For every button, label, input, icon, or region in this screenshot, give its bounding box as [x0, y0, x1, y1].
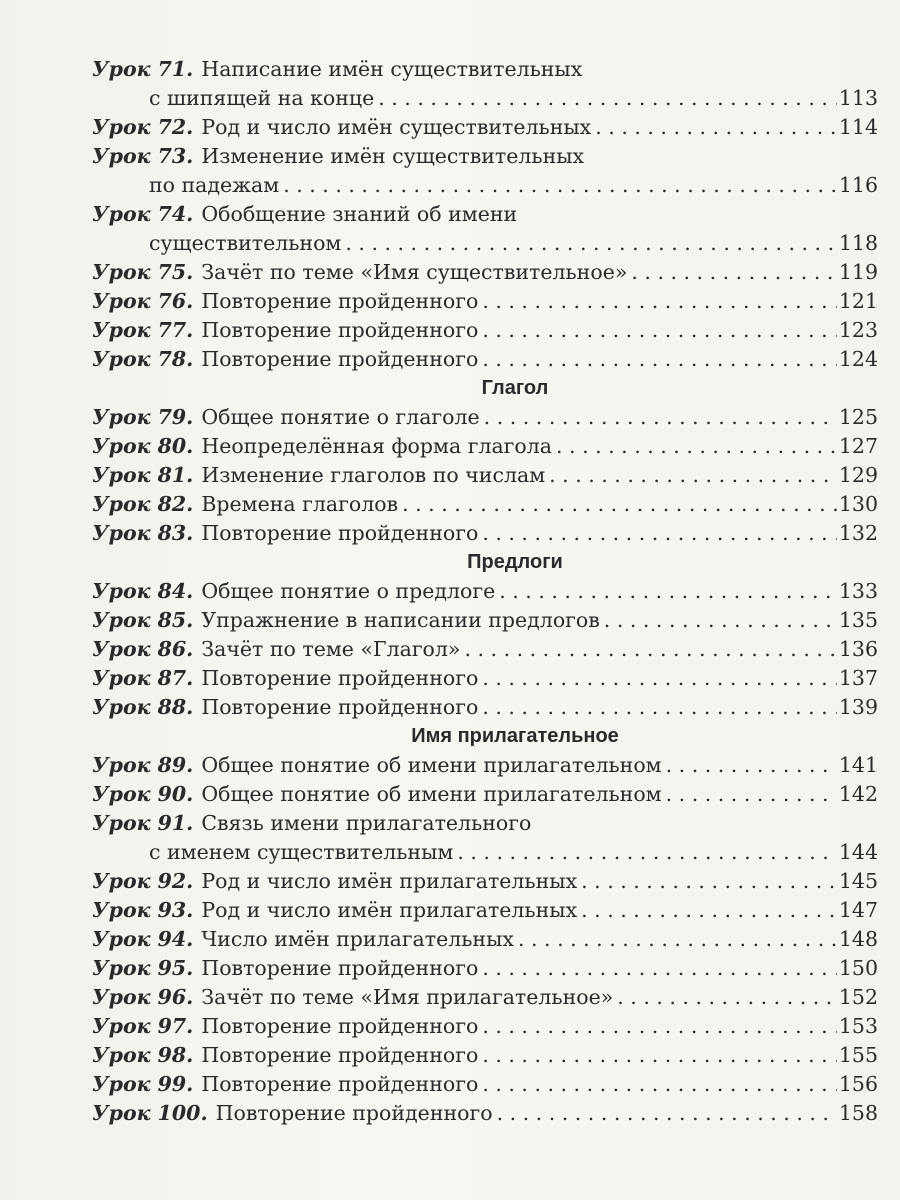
page-number: 158	[838, 1101, 878, 1125]
toc-entry[interactable]	[92, 403, 878, 432]
toc-entry-line	[92, 1041, 878, 1070]
lesson-title: Повторение пройденного	[201, 956, 479, 980]
dot-leader	[482, 519, 837, 548]
lesson-number: Урок 93.	[92, 898, 194, 922]
dot-leader	[283, 171, 837, 200]
section-heading: Глагол	[481, 377, 549, 399]
toc-entry[interactable]	[92, 751, 878, 780]
toc-entry-line	[92, 490, 878, 519]
toc-entry[interactable]	[92, 345, 878, 374]
lesson-number: Урок 87.	[92, 666, 194, 690]
lesson-title: Общее понятие о глаголе	[201, 405, 480, 429]
toc-entry[interactable]	[92, 664, 878, 693]
dot-leader	[549, 461, 837, 490]
page-number: 141	[838, 753, 878, 777]
dot-leader	[666, 780, 837, 809]
page-number: 127	[838, 434, 878, 458]
dot-leader	[402, 490, 837, 519]
lesson-title: Повторение пройденного	[201, 1043, 479, 1067]
lesson-number: Урок 89.	[92, 753, 194, 777]
dot-leader	[581, 896, 837, 925]
toc-entry[interactable]	[92, 577, 878, 606]
page-number: 139	[838, 695, 878, 719]
lesson-title: Изменение глаголов по числам	[201, 463, 546, 487]
page-number: 137	[838, 666, 878, 690]
toc-entry-line	[92, 55, 878, 84]
lesson-number: Урок 77.	[92, 318, 194, 342]
lesson-number: Урок 96.	[92, 985, 194, 1009]
dot-leader	[631, 258, 836, 287]
dot-leader	[482, 1041, 837, 1070]
toc-entry-line	[92, 1099, 878, 1128]
lesson-title: существительном	[149, 231, 342, 255]
dot-leader	[482, 664, 837, 693]
toc-entry[interactable]	[92, 1099, 878, 1128]
dot-leader	[484, 403, 837, 432]
toc-entry[interactable]	[92, 635, 878, 664]
toc-entry-line	[92, 1070, 878, 1099]
toc-entry[interactable]	[92, 113, 878, 142]
page-number: 144	[838, 840, 878, 864]
page-number: 123	[838, 318, 878, 342]
toc-entry-line	[92, 461, 878, 490]
lesson-title: Род и число имён существительных	[201, 115, 592, 139]
toc-entry[interactable]	[92, 983, 878, 1012]
lesson-number: Урок 94.	[92, 927, 194, 951]
dot-leader	[604, 606, 837, 635]
lesson-title: Повторение пройденного	[201, 289, 479, 313]
toc-entry[interactable]	[92, 809, 878, 867]
lesson-number: Урок 90.	[92, 782, 194, 806]
lesson-title: Общее понятие о предлоге	[201, 579, 496, 603]
dot-leader	[482, 1070, 837, 1099]
toc-entry[interactable]	[92, 519, 878, 548]
page-number: 145	[838, 869, 878, 893]
lesson-number: Урок 71.	[92, 57, 194, 81]
lesson-title: Повторение пройденного	[215, 1101, 493, 1125]
toc-entry-line	[92, 635, 878, 664]
lesson-title: Повторение пройденного	[201, 521, 479, 545]
toc-entry[interactable]	[92, 55, 878, 113]
lesson-title: Зачёт по теме «Имя существительное»	[201, 260, 628, 284]
toc-entry[interactable]	[92, 432, 878, 461]
lesson-number: Урок 91.	[92, 811, 194, 835]
lesson-number: Урок 72.	[92, 115, 194, 139]
lesson-title: Повторение пройденного	[201, 1072, 479, 1096]
lesson-number: Урок 99.	[92, 1072, 194, 1096]
toc-entry-line	[92, 345, 878, 374]
lesson-number: Урок 81.	[92, 463, 194, 487]
toc-entry[interactable]	[92, 461, 878, 490]
toc-entry-line	[92, 925, 878, 954]
lesson-title: по падежам	[149, 173, 280, 197]
lesson-title: Обобщение знаний об имени	[201, 202, 518, 226]
lesson-number: Урок 100.	[92, 1101, 208, 1125]
toc-entry-line	[92, 693, 878, 722]
toc-entry[interactable]	[92, 258, 878, 287]
page-number: 125	[838, 405, 878, 429]
page-number: 135	[838, 608, 878, 632]
lesson-title: Связь имени прилагательного	[201, 811, 532, 835]
toc-entry-line	[92, 664, 878, 693]
toc-entry[interactable]	[92, 780, 878, 809]
lesson-number: Урок 85.	[92, 608, 194, 632]
toc-entry-line	[92, 954, 878, 983]
toc-entry[interactable]	[92, 896, 878, 925]
section-heading: Имя прилагательное	[411, 725, 619, 747]
page-number: 129	[838, 463, 878, 487]
toc-entry[interactable]	[92, 142, 878, 200]
lesson-title: Зачёт по теме «Имя прилагательное»	[201, 985, 614, 1009]
page-number: 132	[838, 521, 878, 545]
lesson-number: Урок 82.	[92, 492, 194, 516]
dot-leader	[595, 113, 837, 142]
lesson-title: Повторение пройденного	[201, 347, 479, 371]
toc-entry-line	[92, 896, 878, 925]
toc-entry-line	[92, 287, 878, 316]
dot-leader	[482, 316, 837, 345]
lesson-number: Урок 76.	[92, 289, 194, 313]
dot-leader	[345, 229, 836, 258]
page-number: 114	[838, 115, 878, 139]
lesson-number: Урок 73.	[92, 144, 194, 168]
lesson-title: Число имён прилагательных	[201, 927, 514, 951]
toc-entry-line	[92, 780, 878, 809]
toc-entry-line	[92, 403, 878, 432]
lesson-number: Урок 98.	[92, 1043, 194, 1067]
dot-leader	[617, 983, 837, 1012]
lesson-title: Повторение пройденного	[201, 666, 479, 690]
page-number: 116	[838, 173, 878, 197]
page-number: 147	[838, 898, 878, 922]
lesson-title: Общее понятие об имени прилагательном	[201, 753, 662, 777]
lesson-number: Урок 86.	[92, 637, 194, 661]
toc-entry[interactable]	[92, 954, 878, 983]
page-number: 124	[838, 347, 878, 371]
page-number: 136	[838, 637, 878, 661]
lesson-title: Неопределённая форма глагола	[201, 434, 553, 458]
dot-leader	[518, 925, 837, 954]
toc-entry-line	[92, 113, 878, 142]
toc-entry-line	[92, 316, 878, 345]
page-number: 121	[838, 289, 878, 313]
dot-leader	[497, 1099, 837, 1128]
page-number: 150	[838, 956, 878, 980]
toc-entry[interactable]	[92, 925, 878, 954]
page-number: 119	[838, 260, 878, 284]
lesson-title: Общее понятие об имени прилагательном	[201, 782, 662, 806]
dot-leader	[499, 577, 837, 606]
lesson-title: Упражнение в написании предлогов	[201, 608, 600, 632]
lesson-number: Урок 88.	[92, 695, 194, 719]
dot-leader	[482, 345, 837, 374]
lesson-number: Урок 92.	[92, 869, 194, 893]
toc-entry[interactable]	[92, 200, 878, 258]
toc-entry-line	[92, 171, 878, 200]
toc-entry[interactable]	[92, 1012, 878, 1041]
toc-entry[interactable]	[92, 316, 878, 345]
dot-leader	[457, 838, 837, 867]
page-number: 118	[838, 231, 878, 255]
dot-leader	[378, 84, 837, 113]
lesson-title: Повторение пройденного	[201, 695, 479, 719]
page-number: 113	[838, 86, 878, 110]
toc-entry[interactable]	[92, 1041, 878, 1070]
toc-entry-line	[92, 519, 878, 548]
toc-entry-line	[92, 983, 878, 1012]
page-number: 133	[838, 579, 878, 603]
toc-entry-line	[92, 751, 878, 780]
toc-entry[interactable]	[92, 287, 878, 316]
lesson-title: Род и число имён прилагательных	[201, 898, 578, 922]
toc-entry[interactable]	[92, 693, 878, 722]
lesson-number: Урок 80.	[92, 434, 194, 458]
dot-leader	[464, 635, 836, 664]
lesson-title: Повторение пройденного	[201, 318, 479, 342]
page-number: 156	[838, 1072, 878, 1096]
lesson-number: Урок 97.	[92, 1014, 194, 1038]
page-number: 142	[838, 782, 878, 806]
toc-entry[interactable]	[92, 867, 878, 896]
lesson-title: с шипящей на конце	[149, 86, 375, 110]
lesson-title: Изменение имён существительных	[201, 144, 585, 168]
dot-leader	[581, 867, 837, 896]
page-number: 153	[838, 1014, 878, 1038]
toc-entry-line	[92, 200, 878, 229]
lesson-number: Урок 78.	[92, 347, 194, 371]
toc-entry-line	[92, 258, 878, 287]
dot-leader	[482, 954, 837, 983]
page-number: 152	[838, 985, 878, 1009]
toc-entry-line	[92, 838, 878, 867]
dot-leader	[666, 751, 837, 780]
dot-leader	[482, 693, 837, 722]
lesson-title: Повторение пройденного	[201, 1014, 479, 1038]
toc-entry-line	[92, 1012, 878, 1041]
lesson-number: Урок 75.	[92, 260, 194, 284]
lesson-title: Зачёт по теме «Глагол»	[201, 637, 461, 661]
lesson-title: с именем существительным	[149, 840, 454, 864]
lesson-number: Урок 74.	[92, 202, 194, 226]
toc-entry[interactable]	[92, 1070, 878, 1099]
toc-entry-line	[92, 867, 878, 896]
toc-entry[interactable]	[92, 606, 878, 635]
toc-entry-line	[92, 577, 878, 606]
page-number: 148	[838, 927, 878, 951]
toc-entry-line	[92, 229, 878, 258]
toc-entry-line	[92, 606, 878, 635]
section-heading: Предлоги	[467, 551, 563, 573]
lesson-number: Урок 95.	[92, 956, 194, 980]
page-number: 130	[838, 492, 878, 516]
lesson-number: Урок 79.	[92, 405, 194, 429]
toc-entry-line	[92, 142, 878, 171]
lesson-title: Написание имён существительных	[201, 57, 583, 81]
lesson-title: Род и число имён прилагательных	[201, 869, 578, 893]
dot-leader	[482, 287, 837, 316]
toc-entry-line	[92, 809, 878, 838]
lesson-number: Урок 84.	[92, 579, 194, 603]
lesson-title: Времена глаголов	[201, 492, 399, 516]
toc-entry-line	[92, 84, 878, 113]
page-number: 155	[838, 1043, 878, 1067]
toc-entry-line	[92, 432, 878, 461]
dot-leader	[482, 1012, 837, 1041]
toc-entry[interactable]	[92, 490, 878, 519]
dot-leader	[556, 432, 837, 461]
table-of-contents	[92, 55, 878, 1128]
lesson-number: Урок 83.	[92, 521, 194, 545]
